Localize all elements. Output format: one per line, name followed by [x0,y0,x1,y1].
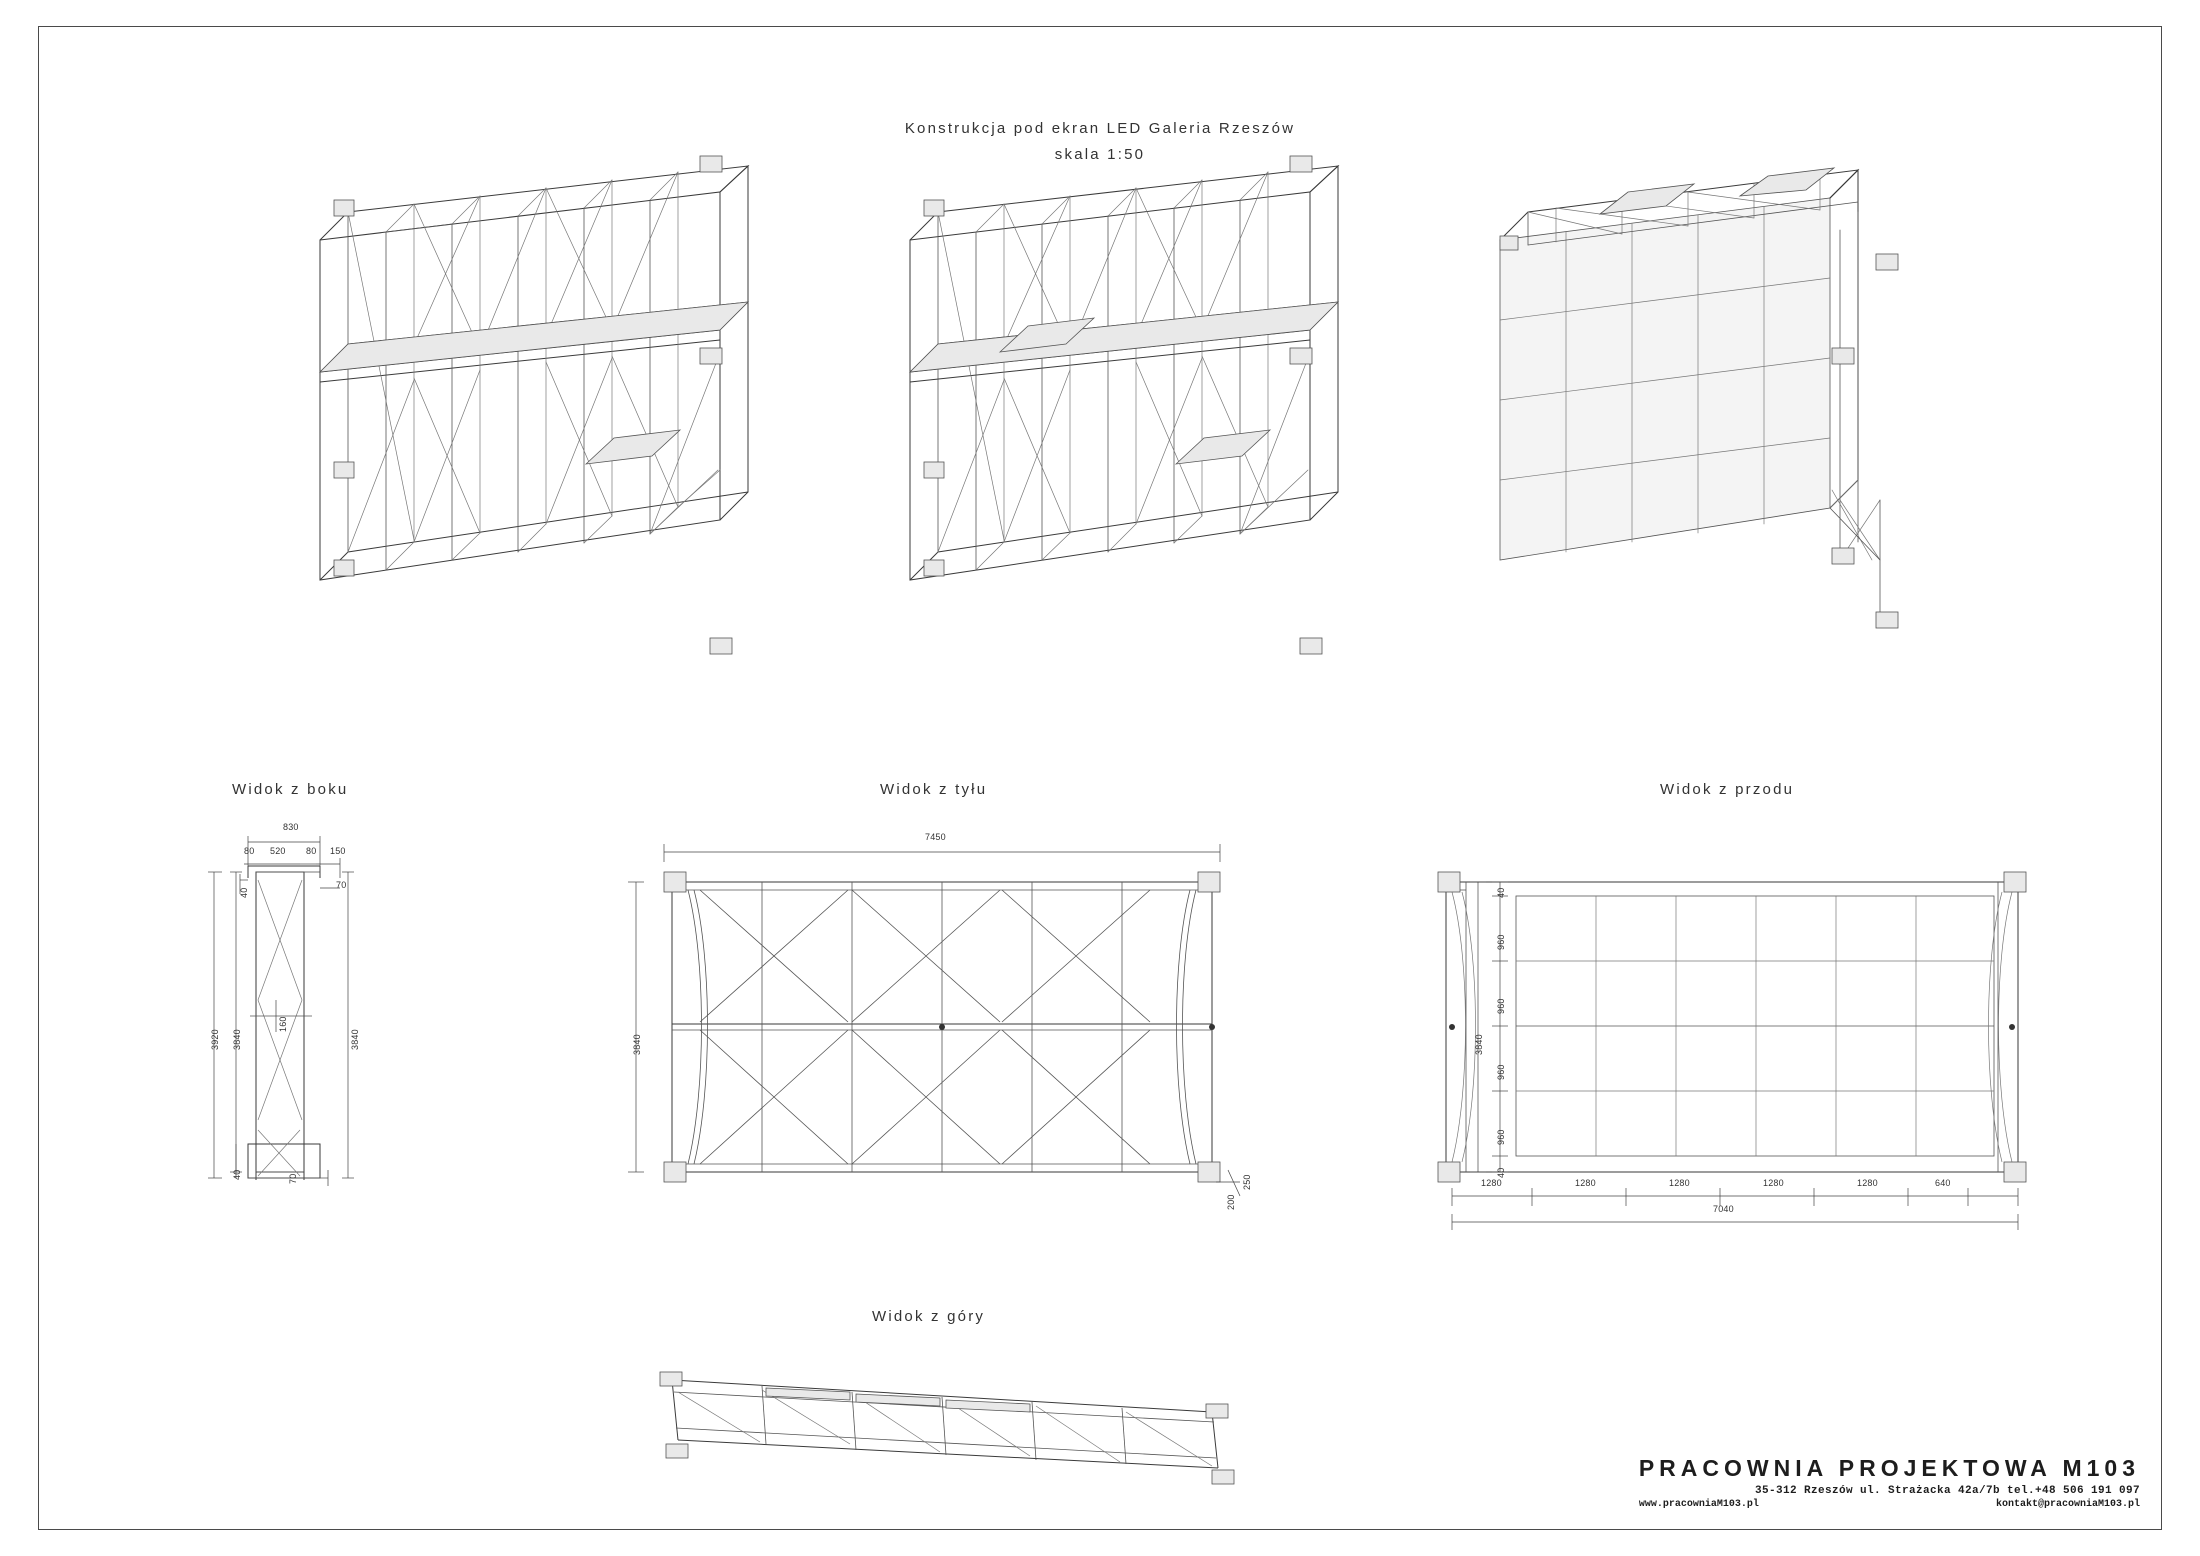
dim-front-h6: 40 [1496,1167,1506,1178]
dim-side-top-r1: 80 [306,846,317,856]
dim-front-h1: 40 [1496,887,1506,898]
dim-front-h3: 960 [1496,998,1506,1014]
view-label-front: Widok z przodu [1660,781,1795,798]
dim-side-top-overall: 830 [283,822,299,832]
dim-side-right: 3840 [350,1029,360,1050]
dim-front-w5: 1280 [1857,1178,1878,1188]
dim-side-top-left: 80 [244,846,255,856]
dim-front-w3: 1280 [1669,1178,1690,1188]
dim-side-bottom-left: 40 [232,1169,242,1180]
dim-front-w1: 1280 [1481,1178,1502,1188]
dim-side-top-small-right: 70 [336,880,347,890]
dim-side-top-r2: 150 [330,846,346,856]
dim-back-height: 3840 [632,1034,642,1055]
dim-front-w6: 640 [1935,1178,1951,1188]
dim-front-h2: 960 [1496,934,1506,950]
dim-side-left-inner: 3840 [232,1029,242,1050]
dim-front-h4: 960 [1496,1064,1506,1080]
view-label-top: Widok z góry [872,1308,986,1325]
dim-side-center: 160 [278,1016,288,1032]
company-website[interactable]: www.pracowniaM103.pl [1638,1499,1759,1510]
dim-back-corner-b: 200 [1226,1194,1236,1210]
company-address: 35-312 Rzeszów ul. Strażacka 42a/7b tel.+48 506 191 097 [1754,1485,2140,1497]
drawing-scale: skala 1:50 [1054,146,1146,163]
view-label-side: Widok z boku [232,781,349,798]
dim-front-h5: 960 [1496,1129,1506,1145]
dim-side-left-outer: 3920 [210,1029,220,1050]
dim-side-bottom-small: 70 [288,1173,298,1184]
dim-back-corner-a: 250 [1242,1174,1252,1190]
view-label-back: Widok z tyłu [880,781,988,798]
dim-front-w2: 1280 [1575,1178,1596,1188]
title-block [1639,1455,2140,1510]
dim-side-top-mid: 520 [270,846,286,856]
dim-front-w4: 1280 [1763,1178,1784,1188]
company-email[interactable]: kontakt@pracowniaM103.pl [1995,1499,2140,1510]
dim-side-top-small-left: 40 [239,887,249,898]
company-name: PRACOWNIA PROJEKTOWA M103 [1638,1455,2140,1481]
dim-front-total-h: 3840 [1474,1034,1484,1055]
drawing-title: Konstrukcja pod ekran LED Galeria Rzeszów [904,120,1296,137]
dim-front-w-total: 7040 [1713,1204,1734,1214]
dim-back-width: 7450 [925,832,946,842]
